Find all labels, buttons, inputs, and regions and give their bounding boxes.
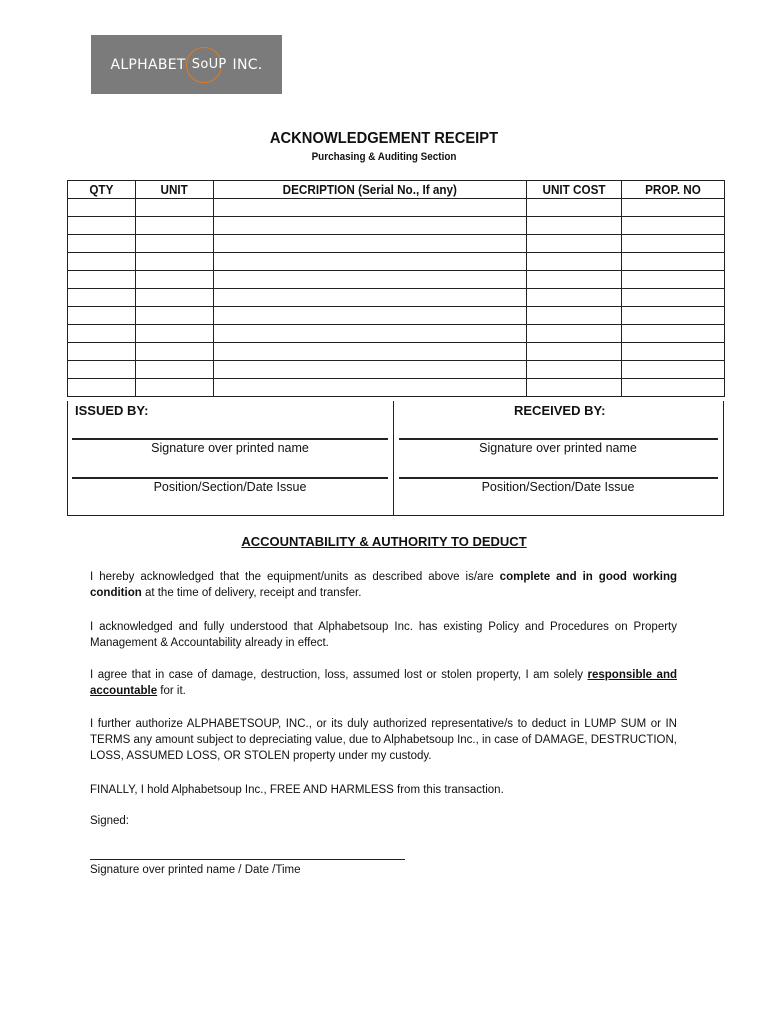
table-cell[interactable] bbox=[136, 199, 214, 217]
table-cell[interactable] bbox=[68, 325, 136, 343]
table-cell[interactable] bbox=[136, 361, 214, 379]
paragraph-condition: I hereby acknowledged that the equipment/units as described above is/are complete and in good working condition at the time of delivery, receipt and transfer. bbox=[90, 571, 677, 599]
table-cell[interactable] bbox=[622, 343, 725, 361]
table-cell[interactable] bbox=[527, 217, 622, 235]
table-cell[interactable] bbox=[622, 217, 725, 235]
paragraph-free-harmless: FINALLY, I hold Alphabetsoup Inc., FREE AND HARMLESS from this transaction. bbox=[90, 784, 504, 796]
table-cell[interactable] bbox=[622, 271, 725, 289]
table-cell[interactable] bbox=[214, 379, 527, 397]
table-cell[interactable] bbox=[136, 343, 214, 361]
table-cell[interactable] bbox=[214, 307, 527, 325]
column-header-unit: UNIT bbox=[136, 181, 214, 199]
table-cell[interactable] bbox=[527, 271, 622, 289]
logo-text-before: ALPHABET bbox=[110, 56, 186, 73]
issued-signature-line bbox=[72, 438, 388, 440]
column-header-qty: QTY bbox=[68, 181, 136, 199]
table-row bbox=[68, 379, 725, 397]
issued-signature-caption: Signature over printed name bbox=[151, 441, 309, 455]
table-row bbox=[68, 361, 725, 379]
issued-by-label: ISSUED BY: bbox=[75, 403, 149, 418]
table-row bbox=[68, 271, 725, 289]
table-cell[interactable] bbox=[527, 343, 622, 361]
table-cell[interactable] bbox=[214, 235, 527, 253]
table-cell[interactable] bbox=[622, 361, 725, 379]
table-cell[interactable] bbox=[68, 361, 136, 379]
table-cell[interactable] bbox=[214, 217, 527, 235]
table-cell[interactable] bbox=[68, 235, 136, 253]
logo-text bbox=[91, 35, 282, 94]
received-by-label: RECEIVED BY: bbox=[514, 403, 606, 418]
table-cell[interactable] bbox=[68, 253, 136, 271]
table-cell[interactable] bbox=[214, 289, 527, 307]
final-signature-line bbox=[90, 859, 405, 860]
signature-box bbox=[67, 401, 724, 516]
table-cell[interactable] bbox=[136, 235, 214, 253]
paragraph-policy: I acknowledged and fully understood that Alphabetsoup Inc. has existing Policy and Procedures on Property Management & Accountability already in effect. bbox=[90, 621, 677, 649]
received-signature-caption: Signature over printed name bbox=[479, 441, 637, 455]
table-cell[interactable] bbox=[136, 289, 214, 307]
accountability-heading: ACCOUNTABILITY & AUTHORITY TO DEDUCT bbox=[241, 534, 527, 549]
table-cell[interactable] bbox=[527, 325, 622, 343]
table-cell[interactable] bbox=[68, 307, 136, 325]
table-cell[interactable] bbox=[527, 379, 622, 397]
received-position-line bbox=[399, 477, 718, 479]
table-cell[interactable] bbox=[136, 271, 214, 289]
company-logo bbox=[91, 35, 282, 94]
document-title: ACKNOWLEDGEMENT RECEIPT bbox=[269, 130, 499, 147]
table-cell[interactable] bbox=[68, 217, 136, 235]
table-header-row bbox=[68, 181, 725, 199]
table-cell[interactable] bbox=[136, 307, 214, 325]
items-table-body bbox=[68, 199, 725, 397]
table-cell[interactable] bbox=[214, 199, 527, 217]
table-cell[interactable] bbox=[527, 235, 622, 253]
table-cell[interactable] bbox=[68, 199, 136, 217]
table-row bbox=[68, 217, 725, 235]
table-cell[interactable] bbox=[622, 289, 725, 307]
table-row bbox=[68, 253, 725, 271]
table-row bbox=[68, 343, 725, 361]
table-cell[interactable] bbox=[622, 307, 725, 325]
final-signature-caption: Signature over printed name / Date /Time bbox=[90, 864, 301, 876]
table-row bbox=[68, 199, 725, 217]
table-cell[interactable] bbox=[527, 289, 622, 307]
paragraph-responsibility: I agree that in case of damage, destruction, loss, assumed lost or stolen property, I am solely responsible and accountable for it. bbox=[90, 669, 678, 697]
table-row bbox=[68, 325, 725, 343]
signed-label: Signed: bbox=[90, 815, 130, 827]
issued-position-line bbox=[72, 477, 388, 479]
table-cell[interactable] bbox=[622, 253, 725, 271]
table-cell[interactable] bbox=[68, 343, 136, 361]
items-table bbox=[67, 180, 725, 397]
table-cell[interactable] bbox=[68, 271, 136, 289]
received-signature-line bbox=[399, 438, 718, 440]
table-cell[interactable] bbox=[214, 325, 527, 343]
table-cell[interactable] bbox=[214, 361, 527, 379]
table-cell[interactable] bbox=[527, 199, 622, 217]
received-position-caption: Position/Section/Date Issue bbox=[481, 480, 635, 494]
table-cell[interactable] bbox=[214, 343, 527, 361]
table-cell[interactable] bbox=[622, 379, 725, 397]
table-cell[interactable] bbox=[136, 379, 214, 397]
table-row bbox=[68, 307, 725, 325]
column-header-unit-cost: UNIT COST bbox=[527, 181, 622, 199]
table-row bbox=[68, 235, 725, 253]
table-cell[interactable] bbox=[622, 325, 725, 343]
table-cell[interactable] bbox=[622, 199, 725, 217]
table-cell[interactable] bbox=[136, 217, 214, 235]
logo-text-after: INC. bbox=[232, 56, 263, 73]
table-cell[interactable] bbox=[68, 379, 136, 397]
table-cell[interactable] bbox=[214, 271, 527, 289]
table-cell[interactable] bbox=[68, 289, 136, 307]
column-header-prop-no: PROP. NO bbox=[622, 181, 725, 199]
document-subtitle: Purchasing & Auditing Section bbox=[311, 151, 457, 163]
signature-divider bbox=[393, 401, 394, 515]
table-cell[interactable] bbox=[622, 235, 725, 253]
table-cell[interactable] bbox=[214, 253, 527, 271]
table-cell[interactable] bbox=[136, 325, 214, 343]
paragraph-authorization: I further authorize ALPHABETSOUP, INC., or its duly authorized representative/s to deduct in LUMP SUM or IN TERMS any amount subject to depreciating value, due to Alphabetsoup Inc., in case of DAMAGE, DESTRUCTION, LOSS, ASSUMED LOSS, OR STOLEN property under my custody. bbox=[90, 718, 677, 762]
table-cell[interactable] bbox=[527, 253, 622, 271]
column-header-description: DECRIPTION (Serial No., If any) bbox=[214, 181, 527, 199]
table-cell[interactable] bbox=[136, 253, 214, 271]
logo-text-circle: SoUP bbox=[191, 57, 227, 72]
issued-position-caption: Position/Section/Date Issue bbox=[153, 480, 307, 494]
table-cell[interactable] bbox=[527, 307, 622, 325]
table-row bbox=[68, 289, 725, 307]
table-cell[interactable] bbox=[527, 361, 622, 379]
